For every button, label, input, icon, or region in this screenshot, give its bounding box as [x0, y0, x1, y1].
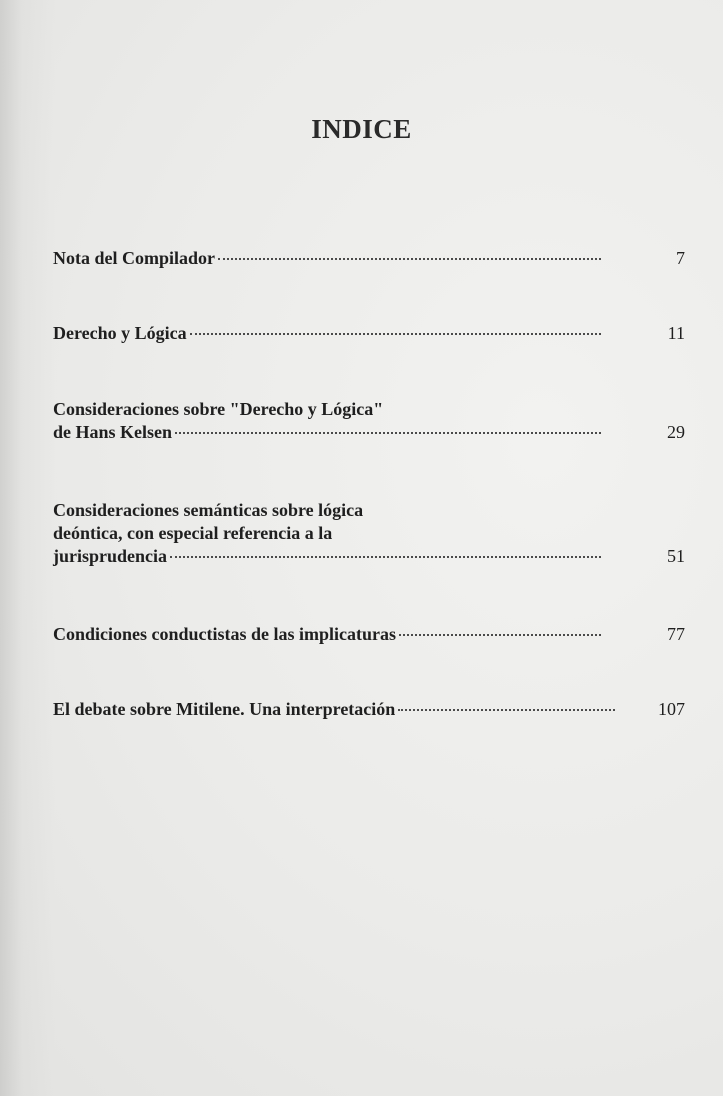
toc-entry	[53, 698, 685, 721]
page-number: 77	[667, 624, 685, 644]
entry-title: Derecho y Lógica	[53, 323, 187, 343]
entry-title: de Hans Kelsen	[53, 422, 173, 442]
toc-entry	[53, 623, 685, 646]
page-number: 29	[667, 422, 685, 442]
entry-title: jurisprudencia	[53, 546, 168, 566]
toc-entry	[53, 398, 685, 444]
entry-title-line: deóntica, con especial referencia a la	[53, 523, 333, 543]
dot-leader	[190, 333, 601, 335]
dot-leader	[218, 258, 601, 260]
entry-title: Nota del Compilador	[53, 248, 215, 268]
entry-title: El debate sobre Mitilene. Una interpretación	[53, 699, 396, 719]
page-number: 51	[667, 546, 685, 566]
toc-entry	[53, 499, 685, 568]
dot-leader	[175, 432, 601, 434]
entry-title-line: Consideraciones semánticas sobre lógica	[53, 500, 364, 520]
toc-entry	[53, 322, 685, 345]
dot-leader	[170, 556, 601, 558]
dot-leader	[398, 709, 615, 711]
entry-title-line: Consideraciones sobre "Derecho y Lógica"	[53, 399, 384, 419]
toc-entry	[53, 247, 685, 270]
page-title: INDICE	[311, 114, 412, 144]
entry-title: Condiciones conductistas de las implicaturas	[53, 624, 397, 644]
page-number: 7	[676, 248, 685, 268]
dot-leader	[399, 634, 601, 636]
page-number: 11	[667, 323, 685, 343]
page-number: 107	[658, 699, 685, 719]
